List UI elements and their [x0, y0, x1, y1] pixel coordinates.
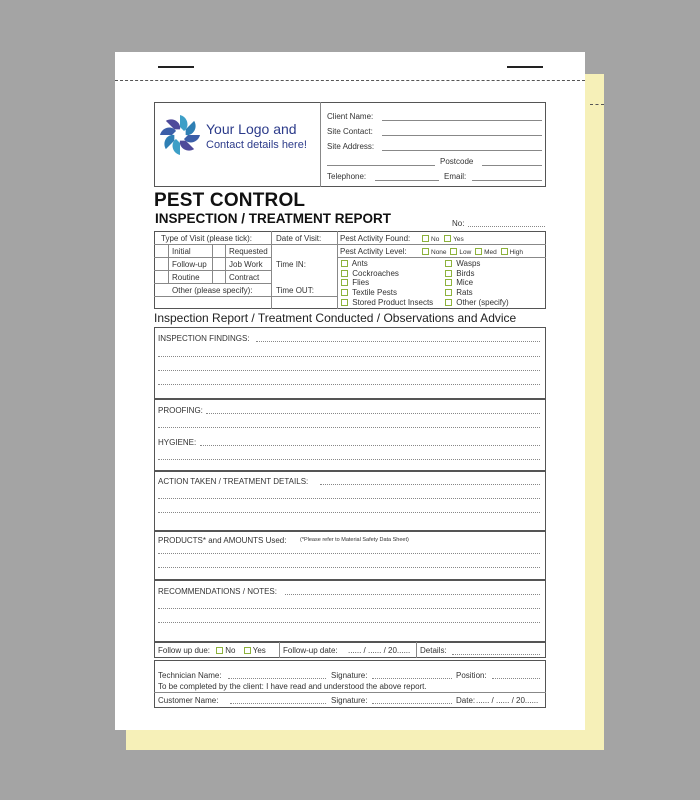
- action-line-2[interactable]: [158, 498, 540, 499]
- page-subtitle: INSPECTION / TREATMENT REPORT: [155, 211, 392, 226]
- customer-name-label: Customer Name:: [158, 696, 219, 705]
- hygiene-line-1[interactable]: [200, 445, 540, 446]
- pest-stored-product: Stored Product Insects: [352, 297, 434, 307]
- activity-found-options: [422, 235, 464, 243]
- pest-checkbox[interactable]: [341, 270, 348, 277]
- address-line2-field[interactable]: [327, 165, 435, 166]
- pest-activity-found-label: Pest Activity Found:: [340, 234, 411, 243]
- pest-flies: Flies: [352, 278, 370, 288]
- level-low-checkbox[interactable]: [450, 248, 457, 255]
- report-number-label: No:: [452, 219, 465, 228]
- pest-checkbox[interactable]: [445, 260, 452, 267]
- pest-checkbox[interactable]: [445, 279, 452, 286]
- activity-row-line-1: [337, 244, 546, 245]
- customer-name-field[interactable]: [230, 703, 326, 704]
- telephone-label: Telephone:: [327, 172, 367, 181]
- table-row-line-2: [154, 257, 272, 258]
- signoff-divider: [154, 692, 546, 693]
- visit-initial[interactable]: Initial: [172, 247, 191, 256]
- table-row-line-5: [154, 296, 337, 297]
- visit-follow-up[interactable]: Follow-up: [172, 260, 207, 269]
- action-line-1[interactable]: [320, 484, 540, 485]
- pest-textile: Textile Pests: [352, 288, 397, 298]
- visit-other-label: Other (please specify):: [172, 286, 253, 295]
- customer-date-field[interactable]: ...... / ...... / 20......: [476, 696, 539, 705]
- position-field[interactable]: [492, 678, 540, 679]
- pest-ants: Ants: [351, 259, 368, 268]
- recommendations-line-3[interactable]: [158, 622, 540, 623]
- pest-mice: Mice: [456, 278, 474, 288]
- pest-rats: Rats: [456, 288, 473, 298]
- visit-contract[interactable]: Contract: [229, 273, 260, 282]
- followup-yes-label: Yes: [252, 646, 266, 655]
- technician-signature-label: Signature:: [331, 671, 368, 680]
- table-row-line-4: [154, 283, 272, 284]
- followup-details-label: Details:: [420, 646, 447, 655]
- time-in-label: Time IN:: [276, 260, 306, 269]
- pest-checkbox[interactable]: [445, 299, 452, 306]
- activity-found-yes-label: Yes: [453, 236, 464, 243]
- followup-no-checkbox[interactable]: [216, 647, 223, 654]
- customer-signature-field[interactable]: [372, 703, 452, 704]
- pest-wasps: Wasps: [456, 259, 481, 268]
- visit-requested[interactable]: Requested: [229, 247, 268, 256]
- level-med-checkbox[interactable]: [475, 248, 482, 255]
- position-label: Position:: [456, 671, 487, 680]
- client-name-field[interactable]: [382, 120, 542, 121]
- followup-divider-1: [279, 642, 280, 658]
- followup-divider-2: [416, 642, 417, 658]
- client-completion-note: To be completed by the client: I have read and understood the above report.: [158, 682, 427, 691]
- binder-mark-left: [158, 66, 194, 68]
- type-of-visit-label: Type of Visit (please tick):: [161, 234, 252, 243]
- header-divider: [320, 102, 321, 187]
- followup-date-field[interactable]: ...... / ...... / 20......: [348, 646, 411, 655]
- table-row-line-1: [154, 244, 337, 245]
- pest-checkbox[interactable]: [445, 270, 452, 277]
- findings-line-1[interactable]: [256, 341, 540, 342]
- products-line-2[interactable]: [158, 567, 540, 568]
- recommendations-line-1[interactable]: [285, 594, 540, 595]
- activity-level-options: [422, 248, 523, 256]
- action-label: ACTION TAKEN / TREATMENT DETAILS:: [158, 477, 309, 486]
- recommendations-line-2[interactable]: [158, 608, 540, 609]
- pest-list-right: [445, 259, 509, 308]
- activity-found-yes-checkbox[interactable]: [444, 235, 451, 242]
- findings-line-3[interactable]: [158, 370, 540, 371]
- customer-signature-label: Signature:: [331, 696, 368, 705]
- level-high-checkbox[interactable]: [501, 248, 508, 255]
- followup-details-field[interactable]: [452, 654, 540, 655]
- table-row-line-3: [154, 270, 272, 271]
- date-of-visit-label: Date of Visit:: [276, 234, 322, 243]
- level-low-label: Low: [459, 249, 472, 256]
- table-divider-2: [337, 231, 338, 309]
- pest-checkbox[interactable]: [341, 299, 348, 306]
- findings-line-4[interactable]: [158, 384, 540, 385]
- proofing-label: PROOFING:: [158, 406, 203, 415]
- proofing-line-2[interactable]: [158, 427, 540, 428]
- time-out-label: Time OUT:: [276, 286, 314, 295]
- findings-label: INSPECTION FINDINGS:: [158, 334, 250, 343]
- postcode-field[interactable]: [482, 165, 542, 166]
- technician-signature-field[interactable]: [372, 678, 452, 679]
- logo-line1: Your Logo and: [206, 121, 297, 137]
- perforation-line: [115, 80, 585, 81]
- level-none-label: None: [431, 249, 447, 256]
- followup-due-group: [158, 646, 266, 655]
- report-heading: Inspection Report / Treatment Conducted / Observations and Advice: [154, 311, 517, 325]
- pest-checkbox[interactable]: [341, 289, 348, 296]
- activity-found-no-checkbox[interactable]: [422, 235, 429, 242]
- pest-birds: Birds: [456, 268, 475, 278]
- logo-swirl-icon: [158, 112, 202, 158]
- level-med-label: Med: [484, 249, 497, 256]
- telephone-field[interactable]: [375, 180, 439, 181]
- level-none-checkbox[interactable]: [422, 248, 429, 255]
- technician-name-field[interactable]: [228, 678, 326, 679]
- activity-found-no-label: No: [431, 236, 440, 243]
- technician-name-label: Technician Name:: [158, 671, 222, 680]
- products-note: (*Please refer to Material Safety Data Sheet): [300, 537, 409, 543]
- visit-routine[interactable]: Routine: [172, 273, 200, 282]
- site-address-field[interactable]: [382, 150, 542, 151]
- activity-row-line-2: [337, 257, 546, 258]
- visit-tick-col-2: [225, 244, 226, 283]
- report-number-field[interactable]: [468, 226, 545, 227]
- visit-col-divider: [212, 244, 213, 283]
- pest-checkbox[interactable]: [341, 260, 348, 267]
- pest-cockroaches: Cockroaches: [352, 268, 399, 278]
- customer-date-label: Date:: [456, 696, 476, 705]
- products-line-1[interactable]: [158, 553, 540, 554]
- recommendations-label: RECOMMENDATIONS / NOTES:: [158, 587, 277, 596]
- pest-activity-level-label: Pest Activity Level:: [340, 247, 407, 256]
- page-title: PEST CONTROL: [154, 190, 306, 211]
- pest-checkbox[interactable]: [445, 289, 452, 296]
- findings-line-2[interactable]: [158, 356, 540, 357]
- followup-yes-checkbox[interactable]: [244, 647, 251, 654]
- yellow-perforation: [590, 104, 604, 105]
- visit-job-work[interactable]: Job Work: [229, 260, 263, 269]
- visit-tick-col-1: [168, 244, 169, 283]
- site-contact-field[interactable]: [382, 135, 542, 136]
- followup-date-label: Follow-up date:: [283, 646, 338, 655]
- followup-due-label: Follow up due:: [158, 646, 211, 655]
- logo-line2: Contact details here!: [206, 139, 307, 151]
- proofing-line-1[interactable]: [206, 413, 540, 414]
- action-line-3[interactable]: [158, 512, 540, 513]
- site-contact-label: Site Contact:: [327, 127, 373, 136]
- email-field[interactable]: [472, 180, 542, 181]
- site-address-label: Site Address:: [327, 142, 375, 151]
- level-high-label: High: [509, 249, 523, 256]
- hygiene-line-2[interactable]: [158, 459, 540, 460]
- client-name-label: Client Name:: [327, 112, 374, 121]
- email-label: Email:: [444, 172, 467, 181]
- postcode-label: Postcode: [440, 157, 474, 166]
- hygiene-label: HYGIENE:: [158, 438, 197, 447]
- products-label: PRODUCTS* and AMOUNTS Used:: [158, 536, 287, 545]
- followup-no-label: No: [225, 646, 236, 655]
- binder-mark-right: [507, 66, 543, 68]
- pest-list-left: [341, 259, 433, 308]
- pest-checkbox[interactable]: [341, 279, 348, 286]
- proofing-hygiene-section: [154, 399, 546, 471]
- pest-other: Other (specify): [456, 297, 509, 307]
